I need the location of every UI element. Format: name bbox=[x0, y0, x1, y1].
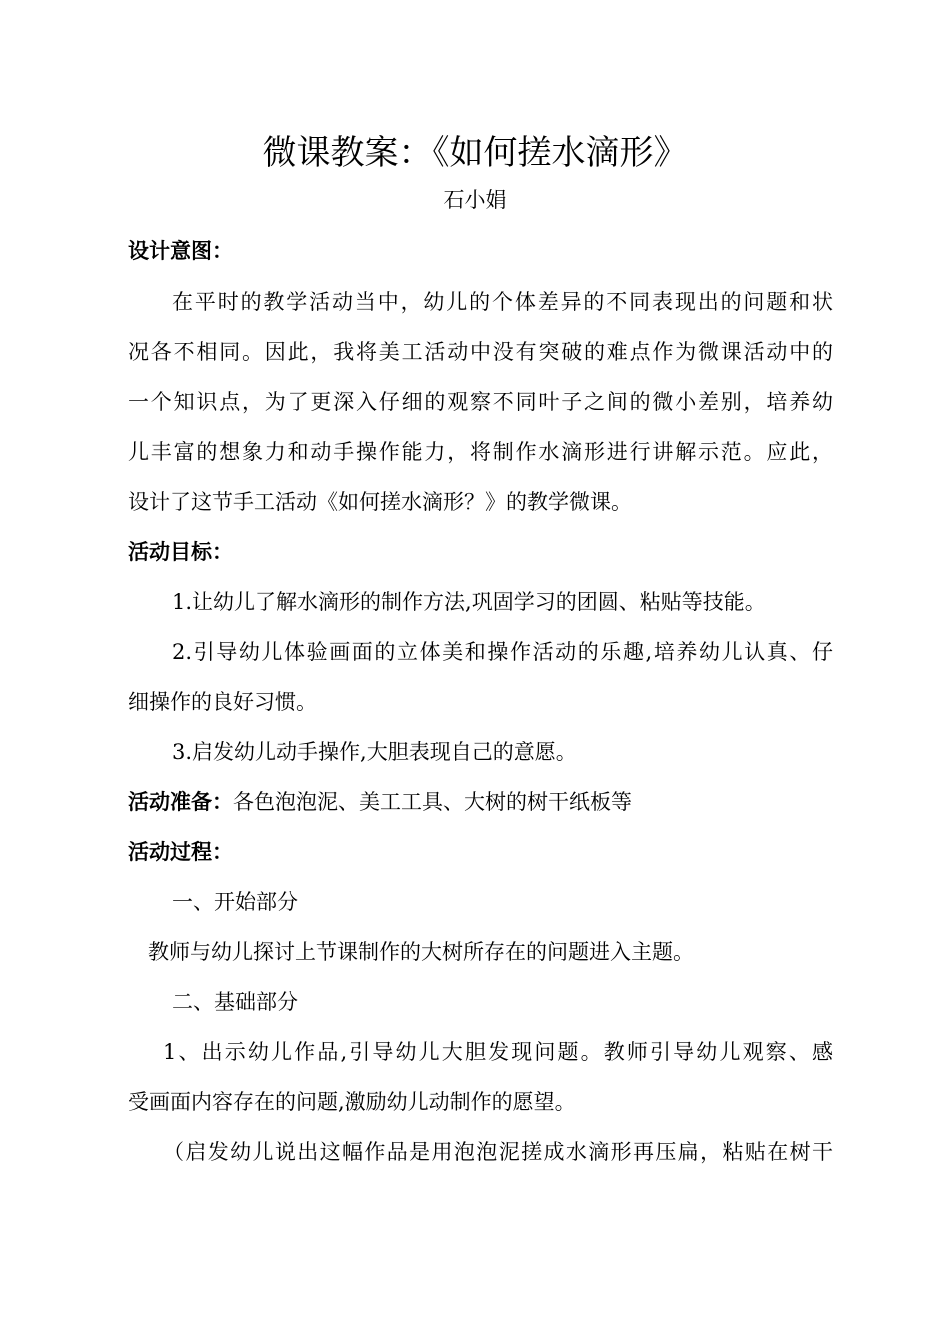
paragraph-line: 儿丰富的想象力和动手操作能力，将制作水滴形进行讲解示范。应此， bbox=[128, 440, 833, 464]
goal-item-2-continued: 细操作的良好习惯。 bbox=[128, 690, 317, 714]
paragraph-line: 设计了这节手工活动《如何搓水滴形？》的教学微课。 bbox=[128, 490, 632, 514]
section-heading-prep: 活动准备： bbox=[128, 790, 233, 814]
part-1-heading: 一、开始部分 bbox=[172, 890, 298, 914]
section-prep bbox=[128, 787, 833, 817]
paragraph-line: 在平时的教学活动当中，幼儿的个体差异的不同表现出的问题和状 bbox=[172, 290, 833, 314]
prep-text: 各色泡泡泥、美工工具、大树的树干纸板等 bbox=[233, 790, 632, 814]
goal-item-3: 3.启发幼儿动手操作,大胆表现自己的意愿。 bbox=[172, 740, 577, 764]
document-title: 微课教案：《如何搓水滴形》 bbox=[262, 133, 688, 173]
step-1-line-continued: 受画面内容存在的问题,激励幼儿动制作的愿望。 bbox=[128, 1090, 576, 1114]
paragraph-line: 一个知识点，为了更深入仔细的观察不同叶子之间的微小差别，培养幼 bbox=[128, 390, 833, 414]
document-author: 石小娟 bbox=[443, 188, 507, 212]
part-1-text: 教师与幼儿探讨上节课制作的大树所存在的问题进入主题。 bbox=[148, 940, 694, 964]
step-1-line: 1、出示幼儿作品,引导幼儿大胆发现问题。教师引导幼儿观察、感 bbox=[163, 1040, 833, 1064]
part-2-heading: 二、基础部分 bbox=[172, 990, 298, 1014]
section-heading-design: 设计意图： bbox=[128, 239, 233, 263]
goal-item-2: 2.引导幼儿体验画面的立体美和操作活动的乐趣,培养幼儿认真、仔 bbox=[172, 640, 833, 664]
paragraph-line: 况各不相同。因此，我将美工活动中没有突破的难点作为微课活动中的 bbox=[128, 340, 833, 364]
goal-item-1: 1.让幼儿了解水滴形的制作方法,巩固学习的团圆、粘贴等技能。 bbox=[172, 590, 766, 614]
section-heading-process: 活动过程： bbox=[128, 840, 233, 864]
section-heading-goals: 活动目标： bbox=[128, 540, 233, 564]
note-line: （启发幼儿说出这幅作品是用泡泡泥搓成水滴形再压扁，粘贴在树干 bbox=[163, 1140, 833, 1164]
